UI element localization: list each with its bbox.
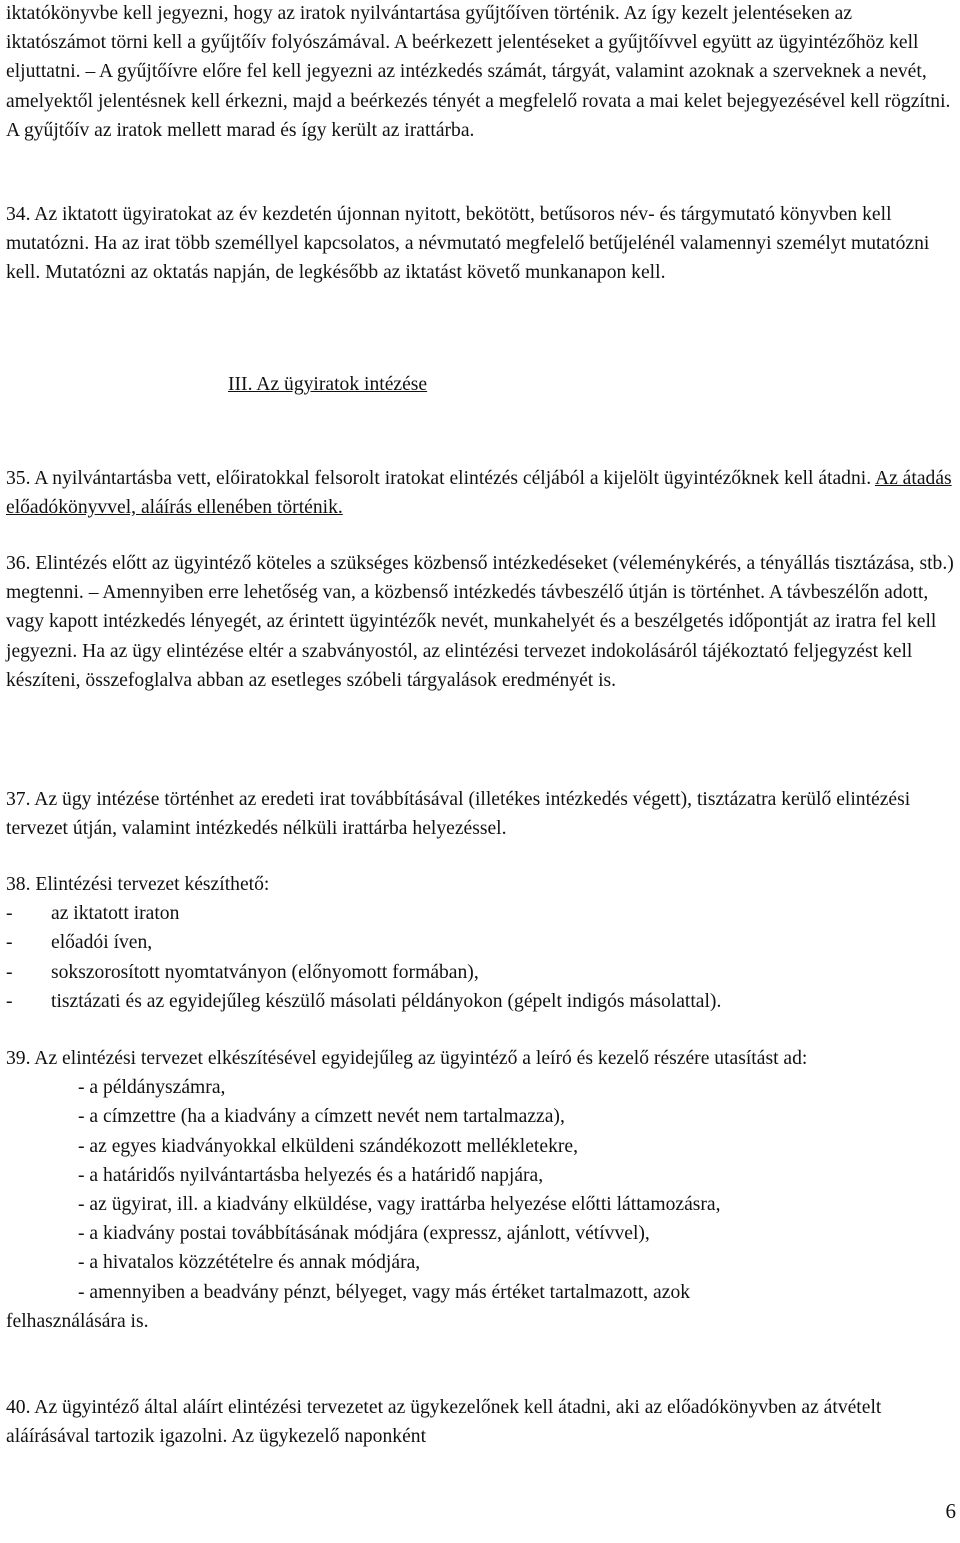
list-dash: - <box>6 932 13 954</box>
paragraph-39 <box>6 1044 807 1336</box>
list-item-text: előadói íven, <box>51 932 153 954</box>
paragraph-39-intro: 39. Az elintézési tervezet elkészítésével egyidejűleg az ügyintéző a leíró és kezelő részére utasítást ad: <box>6 1048 808 1069</box>
list-dash: - <box>6 990 13 1012</box>
paragraph-33-continuation: iktatókönyvbe kell jegyezni, hogy az iratok nyilvántartása gyűjtőíven történik. Az így kezelt jelentéseken az iktatószámot törni kell a gyűjtőív folyószámával. A beérkezett jelentéseket a gyűjtőívvel együtt az ügyintézőhöz kell eljuttatni. – A gyűjtőívre előre fel kell jegyezni az intézkedés számát, tárgyát, valamint azoknak a szerveknek a nevét, amelyektől jelentésnek kell érkezni, majd a beérkezés tényét a megfelelő rovata a mai kelet bejegyezésével kell rögzítni. A gyűjtőív az iratok mellett marad és így került az irattárba. <box>6 3 951 141</box>
paragraph-35-text: 35. A nyilvántartásba vett, előiratokkal felsorolt iratokat elintézés céljából a kijelölt ügyintézőknek kell átadni. <box>6 468 875 489</box>
instruction-list <box>6 1073 807 1307</box>
dash-list <box>6 899 721 1016</box>
paragraph-40: 40. Az ügyintéző által aláírt elintézési tervezetet az ügykezelőnek kell átadni, aki az előadókönyvben az átvételt aláírásával tartozik igazolni. Az ügykezelő naponként <box>6 1397 882 1448</box>
paragraph-39-outro: felhasználására is. <box>6 1310 149 1332</box>
list-item: - amennyiben a beadvány pénzt, bélyeget, vagy más értéket tartalmazott, azok <box>78 1281 691 1303</box>
paragraph-38 <box>6 870 721 1016</box>
page-number: 6 <box>945 1499 956 1523</box>
list-item: - az egyes kiadványokkal elküldeni szándékozott mellékletekre, <box>78 1135 578 1157</box>
list-item: - a példányszámra, <box>78 1077 226 1099</box>
paragraph-36: 36. Elintézés előtt az ügyintéző köteles a szükséges közbenső intézkedéseket (véleménykérés, a tényállás tisztázása, stb.) megtenni. – Amennyiben erre lehetőség van, a közbenső intézkedés távbeszélő útján is történhet. A távbeszélőn adott, vagy kapott intézkedés lényegét, az érintett ügyintézők nevét, munkahelyét és a beszélgetés időpontját az iratra fel kell jegyezni. Ha az ügy elintézése eltér a szabványostól, az elintézési tervezet indokolásáról tájékoztató feljegyzést kell készíteni, összefoglalva abban az esetleges szóbeli tárgyalások eredményét is. <box>6 553 954 691</box>
list-item-text: tisztázati és az egyidejűleg készülő másolati példányokon (gépelt indigós másolattal). <box>51 990 722 1012</box>
list-item <box>6 987 721 1016</box>
list-dash: - <box>6 961 13 983</box>
list-item <box>6 958 721 987</box>
list-item: - az ügyirat, ill. a kiadvány elküldése, vagy irattárba helyezése előtti láttamozásra, <box>78 1193 721 1215</box>
list-item: - a hivatalos közzétételre és annak módjára, <box>78 1252 421 1274</box>
list-item: - a címzettre (ha a kiadvány a címzett nevét nem tartalmazza), <box>78 1106 565 1128</box>
list-item: - a határidős nyilvántartásba helyezés és a határidő napjára, <box>78 1164 544 1186</box>
paragraph-35 <box>6 464 956 522</box>
list-item <box>6 899 721 928</box>
list-item <box>6 928 721 957</box>
paragraph-35-underlined: Az átadás előadókönyvvel, aláírás ellenében történik. <box>6 468 952 519</box>
section-heading: III. Az ügyiratok intézése <box>228 374 428 395</box>
list-dash: - <box>6 903 13 925</box>
list-item-text: az iktatott iraton <box>51 903 180 925</box>
paragraph-37: 37. Az ügy intézése történhet az eredeti irat továbbításával (illetékes intézkedés végett), tisztázatra kerülő elintézési tervezet útján, valamint intézkedés nélküli irattárba helyezéssel. <box>6 789 911 840</box>
list-item: - a kiadvány postai továbbításának módjára (expressz, ajánlott, vétívvel), <box>78 1223 650 1245</box>
paragraph-38-intro: 38. Elintézési tervezet készíthető: <box>6 874 270 895</box>
paragraph-34: 34. Az iktatott ügyiratokat az év kezdetén újonnan nyitott, bekötött, betűsoros név- és tárgymutató könyvben kell mutatózni. Ha az irat több személlyel kapcsolatos, a névmutató megfelelő betűjelénél valamennyi személyt mutatózni kell. Mutatózni az oktatás napján, de legkésőbb az iktatást követő munkanapon kell. <box>6 204 930 284</box>
list-item-text: sokszorosított nyomtatványon (előnyomott formában), <box>51 961 479 983</box>
